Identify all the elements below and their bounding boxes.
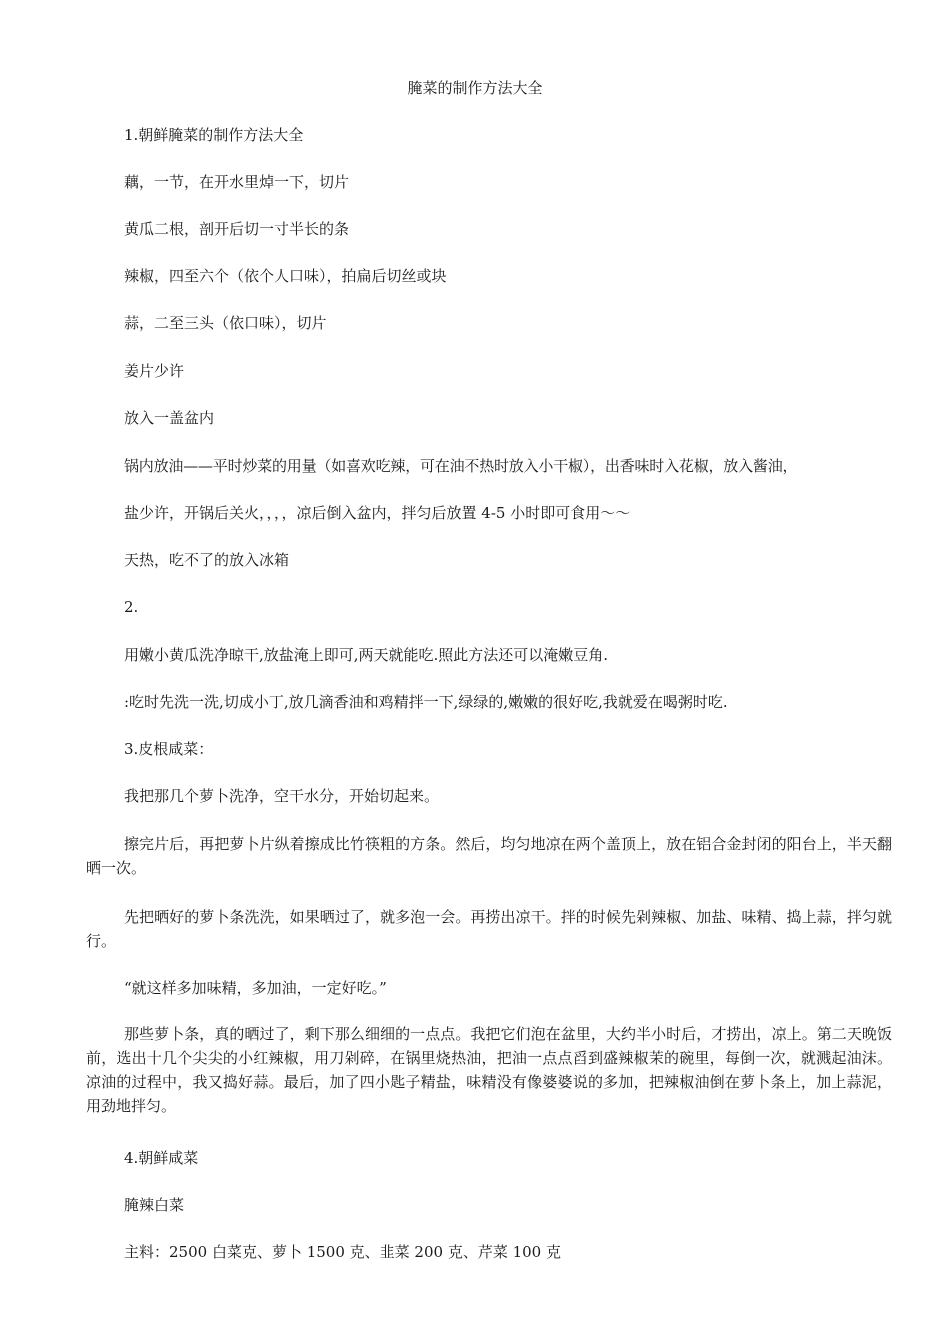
quote-line: “就这样多加味精，多加油，一定好吃。” xyxy=(124,979,387,997)
paragraph: 那些萝卜条，真的晒过了，剩下那么细细的一点点。我把它们泡在盆里，大约半小时后，才捞出，凉上。第二天晚饭前，选出十几个尖尖的小红辣椒，用刀剁碎，在锅里烧热油，把油一点点舀到盛辣椒茉的碗里，每倒一次，就溅起油沫。凉油的过程中，我又捣好蒜。最后，加了四小匙子精盐，味精没有像婆婆说的多加，把辣椒油倒在萝卜条上，加上蒜泥，用劲地拌匀。 xyxy=(86,1025,892,1115)
text-line: 我把那几个萝卜洗净，空干水分，开始切起来。 xyxy=(124,787,440,805)
paragraph: 先把晒好的萝卜条洗洗，如果晒过了，就多泡一会。再捞出凉干。拌的时候先剁辣椒、加盐、味精、捣上蒜，拌匀就行。 xyxy=(86,908,892,950)
text-line: 盐少许，开锅后关火，，，，凉后倒入盆内，拌匀后放置 4-5 小时即可食用～～ xyxy=(124,504,631,522)
text-line: 黄瓜二根，剖开后切一寸半长的条 xyxy=(124,220,350,238)
text-line: 主料：2500 白菜克、萝卜 1500 克、韭菜 200 克、芹菜 100 克 xyxy=(124,1243,561,1261)
text-line: :吃时先洗一洗,切成小丁,放几滴香油和鸡精拌一下,绿绿的,嫩嫩的很好吃,我就爱在喝粥时吃. xyxy=(124,693,728,711)
text-line: 1.朝鲜腌菜的制作方法大全 xyxy=(124,126,304,144)
text-line: 辣椒，四至六个（依个人口味），拍扁后切丝或块 xyxy=(124,267,447,285)
text-line: 2. xyxy=(124,598,139,616)
text-line: 用嫩小黄瓜洗净晾干,放盐淹上即可,两天就能吃.照此方法还可以淹嫩豆角. xyxy=(124,646,609,664)
text-line: 蒜，二至三头（依口味），切片 xyxy=(124,314,327,332)
text-line: 腌辣白菜 xyxy=(124,1196,185,1214)
text-line: 锅内放油——平时炒菜的用量（如喜欢吃辣，可在油不热时放入小干椒），出香味时入花椒，放入酱油， xyxy=(124,457,798,475)
text-line: 姜片少许 xyxy=(124,362,185,380)
section-heading: 4.朝鲜咸菜 xyxy=(124,1149,199,1167)
text-line: 3.皮根咸菜： xyxy=(124,740,214,758)
paragraph: 擦完片后，再把萝卜片纵着擦成比竹筷粗的方条。然后，均匀地凉在两个盖顶上，放在铝合金封闭的阳台上，半天翻晒一次。 xyxy=(86,835,892,877)
text-line: 放入一盖盆内 xyxy=(124,409,215,427)
document-title: 腌菜的制作方法大全 xyxy=(407,79,543,97)
text-line: 天热，吃不了的放入冰箱 xyxy=(124,551,290,569)
text-line: 藕，一节，在开水里焯一下，切片 xyxy=(124,173,350,191)
